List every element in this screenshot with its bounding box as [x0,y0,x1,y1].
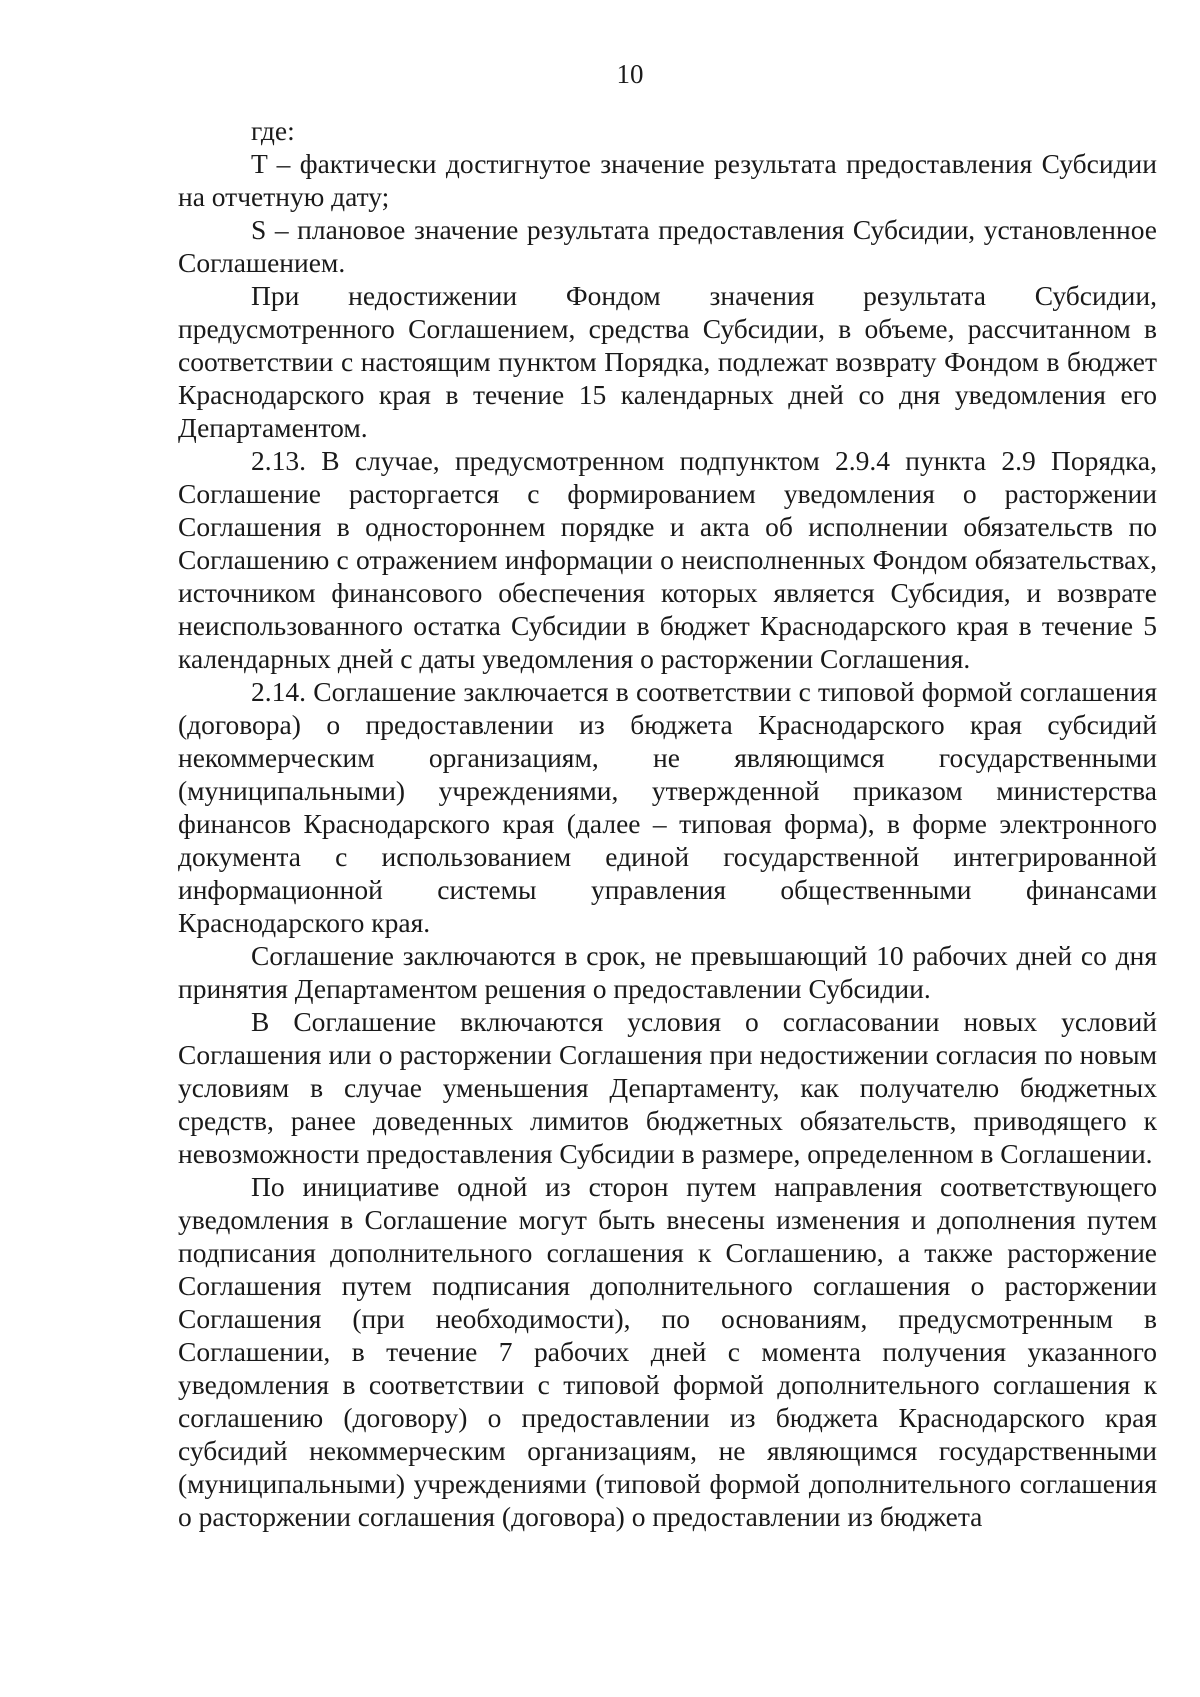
paragraph-refund-condition: При недостижении Фондом значения результата Субсидии, предусмотренного Соглашением, средства Субсидии, в объеме, рассчитанном в соответствии с настоящим пунктом Порядка, подлежат возврату Фондом в бюджет Краснодарского края в течение 15 календарных дней со дня уведомления его Департаментом. [178,280,1157,443]
paragraph-agreement-term: Соглашение заключаются в срок, не превышающий 10 рабочих дней со дня принятия Департаментом решения о предоставлении Субсидии. [178,940,1157,1004]
document-body [178,114,1157,1533]
paragraph-where: где: [251,115,295,146]
paragraph-agreement-conditions: В Соглашение включаются условия о согласовании новых условий Соглашения или о расторжении Соглашения при недостижении согласия по новым условиям в случае уменьшения Департаменту, как получателю бюджетных средств, ранее доведенных лимитов бюджетных обязательств, приводящего к невозможности предоставления Субсидии в размере, определенном в Соглашении. [178,1006,1157,1169]
page-number: 10 [616,59,644,89]
paragraph-2-14: 2.14. Соглашение заключается в соответствии с типовой формой соглашения (договора) о предоставлении из бюджета Краснодарского края субсидий некоммерческим организациям, не являющимся государственными (муниципальными) учреждениями, утвержденной приказом министерства финансов Краснодарского края (далее – типовая форма), в форме электронного документа с использованием единой государственной интегрированной информационной системы управления общественными финансами Краснодарского края. [178,676,1157,938]
paragraph-definition-t: T – фактически достигнутое значение результата предоставления Субсидии на отчетную дату; [178,148,1157,212]
paragraph-amendments: По инициативе одной из сторон путем направления соответствующего уведомления в Соглашение могут быть внесены изменения и дополнения путем подписания дополнительного соглашения к Соглашению, а также расторжение Соглашения путем подписания дополнительного соглашения о расторжении Соглашения (при необходимости), по основаниям, предусмотренным в Соглашении, в течение 7 рабочих дней с момента получения указанного уведомления в соответствии с типовой формой дополнительного соглашения к соглашению (договору) о предоставлении из бюджета Краснодарского края субсидий некоммерческим организациям, не являющимся государственными (муниципальными) учреждениями (типовой формой дополнительного соглашения о расторжении соглашения (договора) о предоставлении из бюджета [178,1171,1157,1532]
paragraph-definition-s: S – плановое значение результата предоставления Субсидии, установленное Соглашением. [178,214,1157,278]
paragraph-2-13: 2.13. В случае, предусмотренном подпунктом 2.9.4 пункта 2.9 Порядка, Соглашение расторгается с формированием уведомления о расторжении Соглашения в одностороннем порядке и акта об исполнении обязательств по Соглашению с отражением информации о неисполненных Фондом обязательствах, источником финансового обеспечения которых является Субсидия, и возврате неиспользованного остатка Субсидии в бюджет Краснодарского края в течение 5 календарных дней с даты уведомления о расторжении Соглашения. [178,445,1157,674]
